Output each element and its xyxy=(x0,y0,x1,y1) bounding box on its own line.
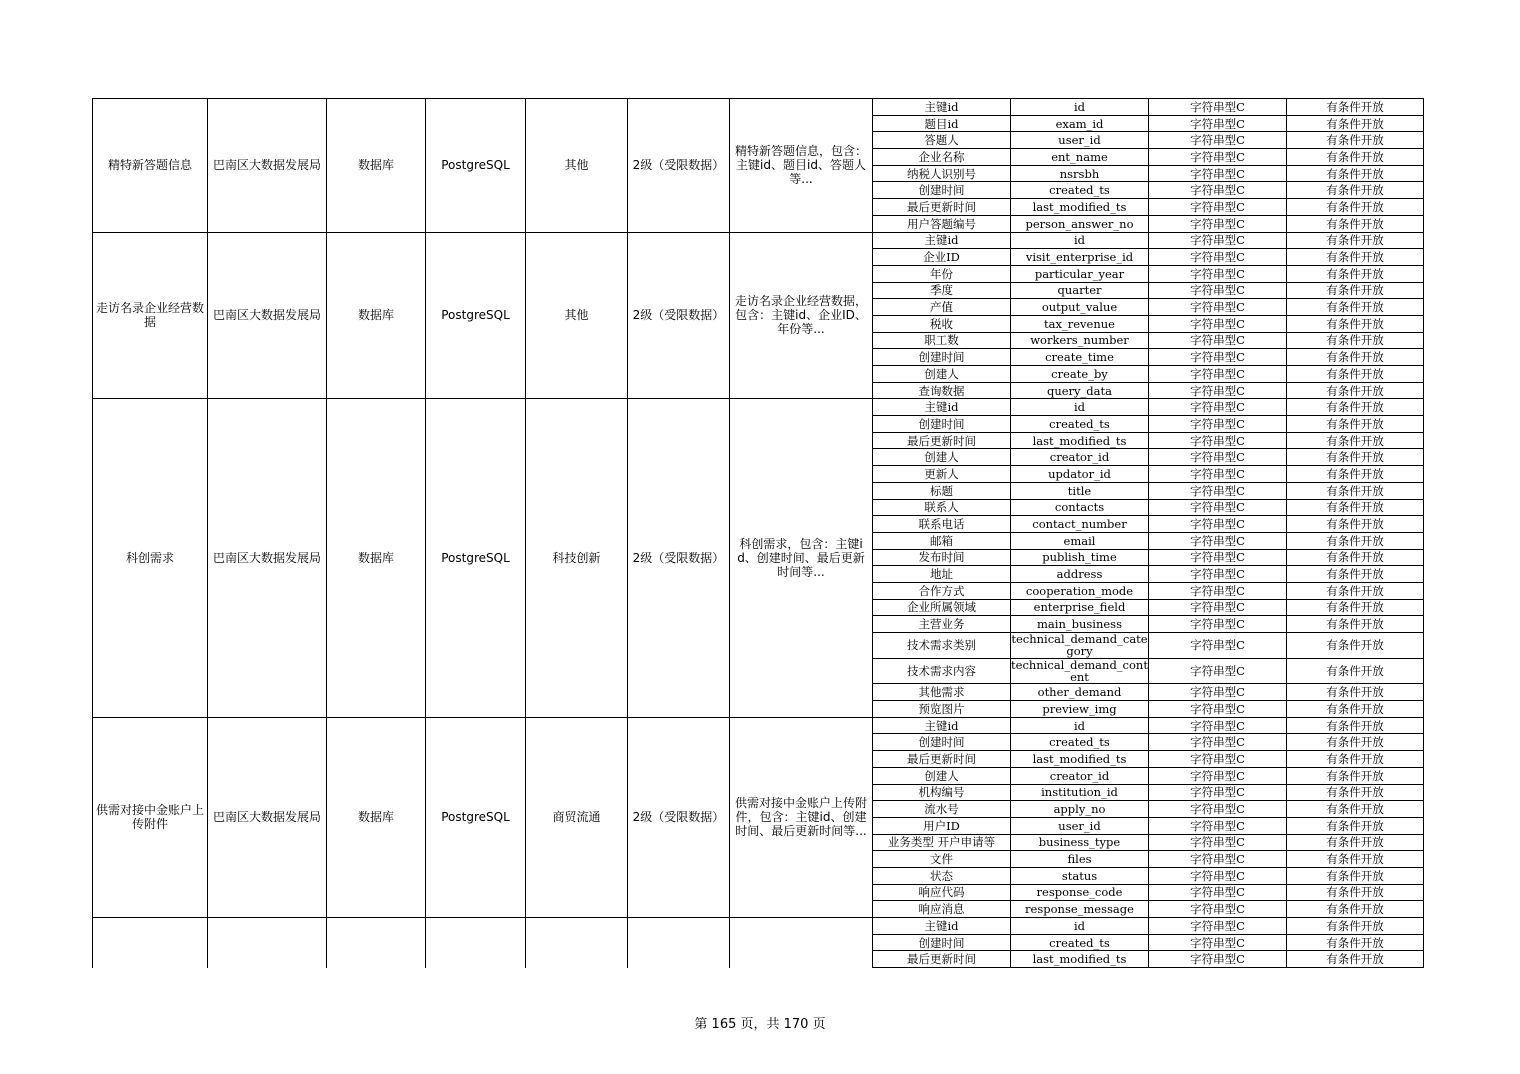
field-chinese-name: 发布时间 xyxy=(873,549,1011,566)
field-share-type: 有条件开放 xyxy=(1287,215,1424,232)
field-chinese-name: 创建时间 xyxy=(873,734,1011,751)
field-english-name: preview_img xyxy=(1011,701,1149,718)
field-data-type: 字符串型C xyxy=(1149,516,1287,533)
field-share-type: 有条件开放 xyxy=(1287,684,1424,701)
field-share-type: 有条件开放 xyxy=(1287,466,1424,483)
field-english-name: response_message xyxy=(1011,901,1149,918)
field-data-type: 字符串型C xyxy=(1149,851,1287,868)
field-data-type: 字符串型C xyxy=(1149,549,1287,566)
field-english-name: contacts xyxy=(1011,499,1149,516)
field-english-name: visit_enterprise_id xyxy=(1011,249,1149,266)
field-share-type: 有条件开放 xyxy=(1287,249,1424,266)
field-data-type: 字符串型C xyxy=(1149,767,1287,784)
field-data-type: 字符串型C xyxy=(1149,282,1287,299)
field-chinese-name: 技术需求内容 xyxy=(873,658,1011,684)
security-level-cell: 2级（受限数据） xyxy=(628,232,730,399)
field-share-type: 有条件开放 xyxy=(1287,416,1424,433)
field-data-type: 字符串型C xyxy=(1149,951,1287,968)
field-data-type: 字符串型C xyxy=(1149,599,1287,616)
field-data-type: 字符串型C xyxy=(1149,734,1287,751)
field-share-type: 有条件开放 xyxy=(1287,901,1424,918)
field-data-type: 字符串型C xyxy=(1149,449,1287,466)
field-chinese-name: 题目id xyxy=(873,115,1011,132)
field-english-name: address xyxy=(1011,566,1149,583)
field-chinese-name: 最后更新时间 xyxy=(873,751,1011,768)
field-chinese-name: 企业所属领域 xyxy=(873,599,1011,616)
field-english-name: ent_name xyxy=(1011,149,1149,166)
field-chinese-name: 邮箱 xyxy=(873,532,1011,549)
field-data-type: 字符串型C xyxy=(1149,249,1287,266)
field-data-type: 字符串型C xyxy=(1149,232,1287,249)
field-english-name: last_modified_ts xyxy=(1011,951,1149,968)
field-share-type: 有条件开放 xyxy=(1287,934,1424,951)
summary-cell: 精特新答题信息，包含：主键id、题目id、答题人等... xyxy=(730,99,873,233)
field-share-type: 有条件开放 xyxy=(1287,449,1424,466)
field-chinese-name: 创建时间 xyxy=(873,416,1011,433)
field-data-type: 字符串型C xyxy=(1149,566,1287,583)
field-chinese-name: 创建时间 xyxy=(873,182,1011,199)
field-share-type: 有条件开放 xyxy=(1287,366,1424,383)
database-type-cell: PostgreSQL xyxy=(426,232,526,399)
field-share-type: 有条件开放 xyxy=(1287,232,1424,249)
field-chinese-name: 季度 xyxy=(873,282,1011,299)
security-level-cell: 2级（受限数据） xyxy=(628,399,730,717)
field-share-type: 有条件开放 xyxy=(1287,867,1424,884)
domain-category-cell xyxy=(526,918,628,968)
field-share-type: 有条件开放 xyxy=(1287,182,1424,199)
field-data-type: 字符串型C xyxy=(1149,801,1287,818)
field-share-type: 有条件开放 xyxy=(1287,951,1424,968)
field-data-type: 字符串型C xyxy=(1149,215,1287,232)
domain-category-cell: 其他 xyxy=(526,99,628,233)
field-chinese-name: 主键id xyxy=(873,232,1011,249)
resource-name-cell: 精特新答题信息 xyxy=(93,99,208,233)
field-share-type: 有条件开放 xyxy=(1287,751,1424,768)
field-share-type: 有条件开放 xyxy=(1287,265,1424,282)
field-english-name: tax_revenue xyxy=(1011,315,1149,332)
domain-category-cell: 其他 xyxy=(526,232,628,399)
field-share-type: 有条件开放 xyxy=(1287,817,1424,834)
field-data-type: 字符串型C xyxy=(1149,701,1287,718)
field-english-name: user_id xyxy=(1011,132,1149,149)
field-chinese-name: 企业名称 xyxy=(873,149,1011,166)
field-english-name: created_ts xyxy=(1011,734,1149,751)
field-share-type: 有条件开放 xyxy=(1287,717,1424,734)
field-data-type: 字符串型C xyxy=(1149,199,1287,216)
domain-category-cell: 科技创新 xyxy=(526,399,628,717)
field-english-name: enterprise_field xyxy=(1011,599,1149,616)
table-row xyxy=(93,399,1424,416)
field-share-type: 有条件开放 xyxy=(1287,332,1424,349)
department-cell: 巴南区大数据发展局 xyxy=(208,399,327,717)
field-share-type: 有条件开放 xyxy=(1287,734,1424,751)
field-share-type: 有条件开放 xyxy=(1287,165,1424,182)
field-chinese-name: 最后更新时间 xyxy=(873,432,1011,449)
catalog-table xyxy=(92,98,1424,968)
resource-type-cell: 数据库 xyxy=(327,232,426,399)
field-share-type: 有条件开放 xyxy=(1287,801,1424,818)
field-share-type: 有条件开放 xyxy=(1287,918,1424,935)
field-english-name: apply_no xyxy=(1011,801,1149,818)
database-type-cell: PostgreSQL xyxy=(426,399,526,717)
field-chinese-name: 地址 xyxy=(873,566,1011,583)
field-chinese-name: 文件 xyxy=(873,851,1011,868)
field-share-type: 有条件开放 xyxy=(1287,99,1424,116)
field-data-type: 字符串型C xyxy=(1149,382,1287,399)
field-chinese-name: 税收 xyxy=(873,315,1011,332)
table-row xyxy=(93,99,1424,116)
field-chinese-name: 响应消息 xyxy=(873,901,1011,918)
department-cell xyxy=(208,918,327,968)
field-english-name: created_ts xyxy=(1011,182,1149,199)
field-english-name: created_ts xyxy=(1011,416,1149,433)
field-data-type: 字符串型C xyxy=(1149,149,1287,166)
field-data-type: 字符串型C xyxy=(1149,532,1287,549)
resource-type-cell: 数据库 xyxy=(327,99,426,233)
field-english-name: user_id xyxy=(1011,817,1149,834)
field-share-type: 有条件开放 xyxy=(1287,549,1424,566)
field-data-type: 字符串型C xyxy=(1149,349,1287,366)
field-data-type: 字符串型C xyxy=(1149,499,1287,516)
field-share-type: 有条件开放 xyxy=(1287,582,1424,599)
resource-name-cell: 供需对接中金账户上传附件 xyxy=(93,717,208,917)
field-chinese-name: 技术需求类别 xyxy=(873,633,1011,659)
security-level-cell: 2级（受限数据） xyxy=(628,717,730,917)
field-share-type: 有条件开放 xyxy=(1287,532,1424,549)
field-english-name: creator_id xyxy=(1011,449,1149,466)
field-chinese-name: 主键id xyxy=(873,717,1011,734)
field-chinese-name: 响应代码 xyxy=(873,884,1011,901)
field-share-type: 有条件开放 xyxy=(1287,499,1424,516)
field-english-name: id xyxy=(1011,399,1149,416)
field-chinese-name: 查询数据 xyxy=(873,382,1011,399)
field-chinese-name: 用户答题编号 xyxy=(873,215,1011,232)
field-share-type: 有条件开放 xyxy=(1287,115,1424,132)
field-chinese-name: 合作方式 xyxy=(873,582,1011,599)
field-chinese-name: 职工数 xyxy=(873,332,1011,349)
summary-cell: 科创需求，包含：主键id、创建时间、最后更新时间等... xyxy=(730,399,873,717)
field-data-type: 字符串型C xyxy=(1149,901,1287,918)
field-english-name: exam_id xyxy=(1011,115,1149,132)
field-data-type: 字符串型C xyxy=(1149,366,1287,383)
field-chinese-name: 更新人 xyxy=(873,466,1011,483)
field-english-name: updator_id xyxy=(1011,466,1149,483)
field-data-type: 字符串型C xyxy=(1149,99,1287,116)
field-share-type: 有条件开放 xyxy=(1287,516,1424,533)
field-data-type: 字符串型C xyxy=(1149,399,1287,416)
field-english-name: main_business xyxy=(1011,616,1149,633)
field-share-type: 有条件开放 xyxy=(1287,599,1424,616)
field-data-type: 字符串型C xyxy=(1149,115,1287,132)
field-english-name: last_modified_ts xyxy=(1011,199,1149,216)
field-english-name: id xyxy=(1011,99,1149,116)
field-english-name: status xyxy=(1011,867,1149,884)
field-share-type: 有条件开放 xyxy=(1287,633,1424,659)
field-data-type: 字符串型C xyxy=(1149,299,1287,316)
field-chinese-name: 创建人 xyxy=(873,767,1011,784)
field-data-type: 字符串型C xyxy=(1149,751,1287,768)
field-english-name: email xyxy=(1011,532,1149,549)
field-english-name: created_ts xyxy=(1011,934,1149,951)
field-share-type: 有条件开放 xyxy=(1287,834,1424,851)
field-data-type: 字符串型C xyxy=(1149,466,1287,483)
security-level-cell xyxy=(628,918,730,968)
field-data-type: 字符串型C xyxy=(1149,416,1287,433)
summary-cell: 供需对接中金账户上传附件，包含：主键id、创建时间、最后更新时间等... xyxy=(730,717,873,917)
field-english-name: response_code xyxy=(1011,884,1149,901)
field-chinese-name: 主键id xyxy=(873,918,1011,935)
field-data-type: 字符串型C xyxy=(1149,934,1287,951)
field-data-type: 字符串型C xyxy=(1149,918,1287,935)
field-data-type: 字符串型C xyxy=(1149,165,1287,182)
field-chinese-name: 流水号 xyxy=(873,801,1011,818)
field-english-name: query_data xyxy=(1011,382,1149,399)
resource-type-cell: 数据库 xyxy=(327,399,426,717)
field-english-name: files xyxy=(1011,851,1149,868)
field-english-name: create_time xyxy=(1011,349,1149,366)
field-data-type: 字符串型C xyxy=(1149,182,1287,199)
field-data-type: 字符串型C xyxy=(1149,432,1287,449)
field-share-type: 有条件开放 xyxy=(1287,299,1424,316)
field-english-name: workers_number xyxy=(1011,332,1149,349)
field-english-name: contact_number xyxy=(1011,516,1149,533)
department-cell: 巴南区大数据发展局 xyxy=(208,717,327,917)
field-english-name: cooperation_mode xyxy=(1011,582,1149,599)
field-share-type: 有条件开放 xyxy=(1287,282,1424,299)
field-chinese-name: 状态 xyxy=(873,867,1011,884)
field-share-type: 有条件开放 xyxy=(1287,382,1424,399)
field-english-name: id xyxy=(1011,918,1149,935)
security-level-cell: 2级（受限数据） xyxy=(628,99,730,233)
field-chinese-name: 创建人 xyxy=(873,449,1011,466)
field-share-type: 有条件开放 xyxy=(1287,851,1424,868)
table-row xyxy=(93,717,1424,734)
field-share-type: 有条件开放 xyxy=(1287,566,1424,583)
field-data-type: 字符串型C xyxy=(1149,132,1287,149)
field-chinese-name: 预览图片 xyxy=(873,701,1011,718)
field-english-name: other_demand xyxy=(1011,684,1149,701)
field-chinese-name: 产值 xyxy=(873,299,1011,316)
field-english-name: last_modified_ts xyxy=(1011,432,1149,449)
field-chinese-name: 年份 xyxy=(873,265,1011,282)
field-chinese-name: 纳税人识别号 xyxy=(873,165,1011,182)
field-chinese-name: 主营业务 xyxy=(873,616,1011,633)
field-chinese-name: 主键id xyxy=(873,99,1011,116)
field-english-name: institution_id xyxy=(1011,784,1149,801)
field-english-name: title xyxy=(1011,482,1149,499)
field-english-name: quarter xyxy=(1011,282,1149,299)
field-share-type: 有条件开放 xyxy=(1287,658,1424,684)
field-chinese-name: 联系电话 xyxy=(873,516,1011,533)
field-share-type: 有条件开放 xyxy=(1287,884,1424,901)
department-cell: 巴南区大数据发展局 xyxy=(208,99,327,233)
field-chinese-name: 最后更新时间 xyxy=(873,199,1011,216)
field-chinese-name: 联系人 xyxy=(873,499,1011,516)
field-share-type: 有条件开放 xyxy=(1287,432,1424,449)
field-data-type: 字符串型C xyxy=(1149,482,1287,499)
table-row xyxy=(93,918,1424,935)
field-data-type: 字符串型C xyxy=(1149,633,1287,659)
field-chinese-name: 主键id xyxy=(873,399,1011,416)
page-footer: 第 165 页，共 170 页 xyxy=(694,1017,826,1032)
field-share-type: 有条件开放 xyxy=(1287,399,1424,416)
resource-type-cell xyxy=(327,918,426,968)
field-chinese-name: 答题人 xyxy=(873,132,1011,149)
field-chinese-name: 最后更新时间 xyxy=(873,951,1011,968)
field-chinese-name: 标题 xyxy=(873,482,1011,499)
field-english-name: id xyxy=(1011,232,1149,249)
summary-cell xyxy=(730,918,873,968)
table-row xyxy=(93,232,1424,249)
resource-name-cell xyxy=(93,918,208,968)
field-data-type: 字符串型C xyxy=(1149,717,1287,734)
field-share-type: 有条件开放 xyxy=(1287,149,1424,166)
department-cell: 巴南区大数据发展局 xyxy=(208,232,327,399)
resource-name-cell: 走访名录企业经营数据 xyxy=(93,232,208,399)
field-data-type: 字符串型C xyxy=(1149,784,1287,801)
field-data-type: 字符串型C xyxy=(1149,884,1287,901)
field-data-type: 字符串型C xyxy=(1149,616,1287,633)
field-english-name: output_value xyxy=(1011,299,1149,316)
field-data-type: 字符串型C xyxy=(1149,332,1287,349)
field-data-type: 字符串型C xyxy=(1149,684,1287,701)
field-share-type: 有条件开放 xyxy=(1287,349,1424,366)
resource-name-cell: 科创需求 xyxy=(93,399,208,717)
field-data-type: 字符串型C xyxy=(1149,582,1287,599)
resource-type-cell: 数据库 xyxy=(327,717,426,917)
field-chinese-name: 企业ID xyxy=(873,249,1011,266)
field-english-name: id xyxy=(1011,717,1149,734)
field-english-name: particular_year xyxy=(1011,265,1149,282)
field-english-name: nsrsbh xyxy=(1011,165,1149,182)
field-english-name: technical_demand_category xyxy=(1011,632,1148,658)
field-english-name: create_by xyxy=(1011,366,1149,383)
field-english-name: creator_id xyxy=(1011,767,1149,784)
field-chinese-name: 创建人 xyxy=(873,366,1011,383)
field-data-type: 字符串型C xyxy=(1149,658,1287,684)
field-data-type: 字符串型C xyxy=(1149,834,1287,851)
field-share-type: 有条件开放 xyxy=(1287,701,1424,718)
field-chinese-name: 创建时间 xyxy=(873,349,1011,366)
field-share-type: 有条件开放 xyxy=(1287,482,1424,499)
field-data-type: 字符串型C xyxy=(1149,315,1287,332)
field-english-name: person_answer_no xyxy=(1011,215,1149,232)
field-share-type: 有条件开放 xyxy=(1287,767,1424,784)
field-chinese-name: 其他需求 xyxy=(873,684,1011,701)
field-share-type: 有条件开放 xyxy=(1287,616,1424,633)
field-data-type: 字符串型C xyxy=(1149,817,1287,834)
field-english-name: business_type xyxy=(1011,834,1149,851)
field-english-name: publish_time xyxy=(1011,549,1149,566)
field-chinese-name: 用户ID xyxy=(873,817,1011,834)
field-share-type: 有条件开放 xyxy=(1287,315,1424,332)
field-share-type: 有条件开放 xyxy=(1287,199,1424,216)
field-english-name: technical_demand_content xyxy=(1011,658,1148,684)
field-data-type: 字符串型C xyxy=(1149,265,1287,282)
summary-cell: 走访名录企业经营数据，包含：主键id、企业ID、年份等... xyxy=(730,232,873,399)
field-share-type: 有条件开放 xyxy=(1287,784,1424,801)
field-chinese-name: 机构编号 xyxy=(873,784,1011,801)
field-chinese-name: 业务类型 开户申请等 xyxy=(873,834,1011,851)
field-chinese-name: 创建时间 xyxy=(873,934,1011,951)
domain-category-cell: 商贸流通 xyxy=(526,717,628,917)
field-share-type: 有条件开放 xyxy=(1287,132,1424,149)
database-type-cell xyxy=(426,918,526,968)
database-type-cell: PostgreSQL xyxy=(426,99,526,233)
database-type-cell: PostgreSQL xyxy=(426,717,526,917)
field-english-name: last_modified_ts xyxy=(1011,751,1149,768)
field-data-type: 字符串型C xyxy=(1149,867,1287,884)
